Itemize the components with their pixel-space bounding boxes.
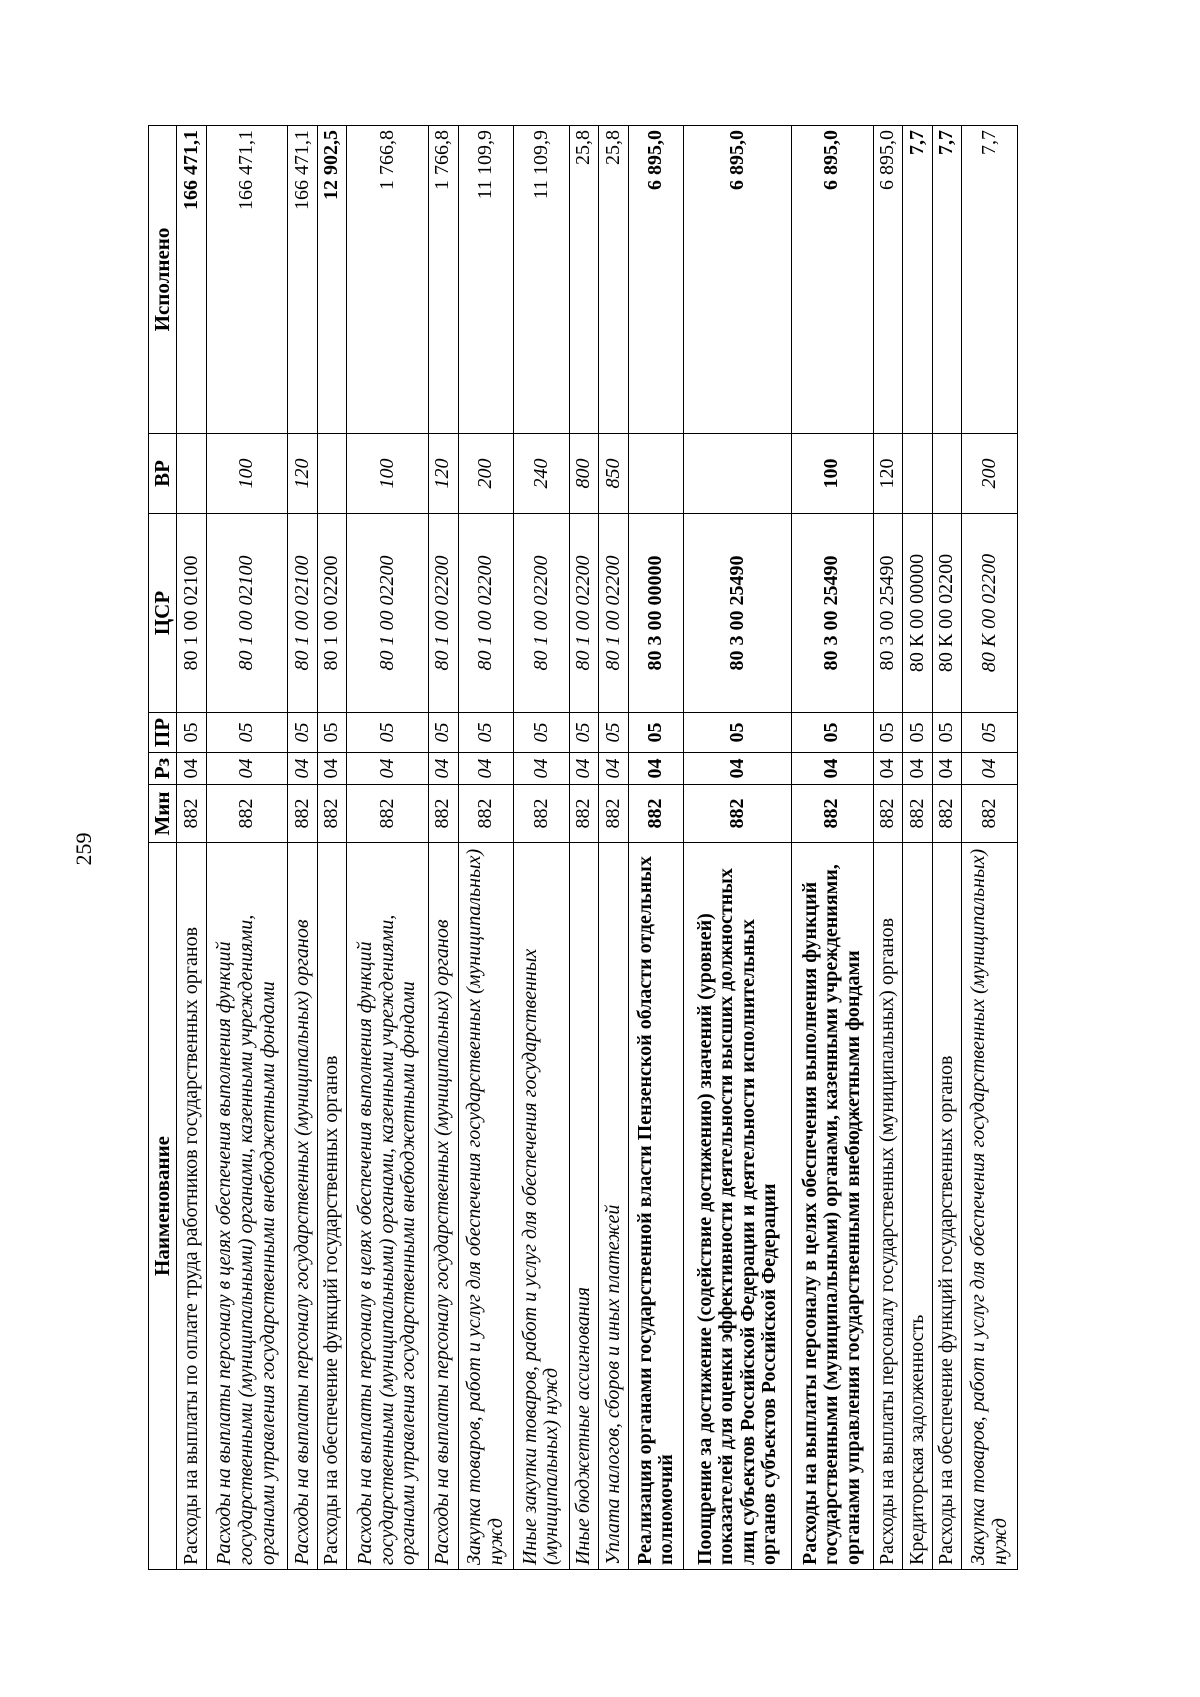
cell-min: 882 [628, 785, 684, 843]
cell-csr: 80 3 00 25490 [791, 514, 873, 713]
cell-name: Закупка товаров, работ и услуг для обеспечения государственных (муниципальных) нужд [962, 843, 1018, 1570]
cell-pr: 05 [458, 713, 514, 753]
cell-done: 11 109,9 [514, 126, 570, 434]
cell-done: 25,8 [599, 126, 629, 434]
cell-rz: 04 [932, 753, 962, 785]
cell-done: 166 471,1 [206, 126, 288, 434]
cell-csr: 80 1 00 02200 [317, 514, 347, 713]
cell-done: 7,7 [903, 126, 933, 434]
cell-min: 882 [177, 785, 207, 843]
cell-pr: 05 [932, 713, 962, 753]
cell-csr: 80 1 00 02100 [206, 514, 288, 713]
table-row [569, 126, 599, 1570]
cell-vr: 100 [206, 434, 288, 514]
table-row [791, 126, 873, 1570]
cell-vr: 100 [791, 434, 873, 514]
cell-done: 1 766,8 [347, 126, 429, 434]
cell-name: Уплата налогов, сборов и иных платежей [599, 843, 629, 1570]
table-row [873, 126, 903, 1570]
cell-done: 12 902,5 [317, 126, 347, 434]
cell-min: 882 [903, 785, 933, 843]
table-row [458, 126, 514, 1570]
cell-csr: 80 3 00 00000 [628, 514, 684, 713]
cell-min: 882 [458, 785, 514, 843]
header-min: Мин [149, 785, 177, 843]
header-csr: ЦСР [149, 514, 177, 713]
cell-pr: 05 [288, 713, 318, 753]
header-vr: ВР [149, 434, 177, 514]
cell-min: 882 [428, 785, 458, 843]
cell-csr: 80 1 00 02200 [458, 514, 514, 713]
cell-csr: 80 К 00 02200 [962, 514, 1018, 713]
cell-name: Расходы на обеспечение функций государственных органов [932, 843, 962, 1570]
cell-pr: 05 [206, 713, 288, 753]
cell-name: Иные бюджетные ассигнования [569, 843, 599, 1570]
cell-vr: 100 [347, 434, 429, 514]
header-done: Исполнено [149, 126, 177, 434]
cell-vr [903, 434, 933, 514]
cell-done: 6 895,0 [873, 126, 903, 434]
cell-rz: 04 [599, 753, 629, 785]
cell-csr: 80 3 00 25490 [684, 514, 792, 713]
table-row [347, 126, 429, 1570]
cell-name: Расходы на выплаты персоналу в целях обеспечения выполнения функций государственными (муниципальными) органами, казенными учреждениями, органами управления государственными внебюджетными фондами [347, 843, 429, 1570]
cell-pr: 05 [569, 713, 599, 753]
table-row [628, 126, 684, 1570]
table-row [288, 126, 318, 1570]
cell-csr: 80 1 00 02200 [347, 514, 429, 713]
cell-pr: 05 [428, 713, 458, 753]
cell-csr: 80 К 00 00000 [903, 514, 933, 713]
cell-min: 882 [684, 785, 792, 843]
cell-name: Расходы на выплаты персоналу в целях обеспечения выполнения функций государственными (муниципальными) органами, казенными учреждениями, органами управления государственными внебюджетными фондами [791, 843, 873, 1570]
cell-csr: 80 1 00 02200 [428, 514, 458, 713]
cell-done: 166 471,1 [288, 126, 318, 434]
cell-vr: 800 [569, 434, 599, 514]
cell-pr: 05 [599, 713, 629, 753]
cell-min: 882 [317, 785, 347, 843]
cell-rz: 04 [206, 753, 288, 785]
cell-done: 25,8 [569, 126, 599, 434]
cell-vr: 120 [288, 434, 318, 514]
cell-rz: 04 [628, 753, 684, 785]
page-number: 259 [71, 832, 96, 866]
table-row [317, 126, 347, 1570]
cell-name: Закупка товаров, работ и услуг для обеспечения государственных (муниципальных) нужд [458, 843, 514, 1570]
cell-min: 882 [599, 785, 629, 843]
cell-vr [932, 434, 962, 514]
cell-min: 882 [791, 785, 873, 843]
cell-rz: 04 [288, 753, 318, 785]
table-row [514, 126, 570, 1570]
table-row [932, 126, 962, 1570]
budget-table-rotated [148, 126, 1018, 1570]
cell-vr [684, 434, 792, 514]
cell-done: 6 895,0 [791, 126, 873, 434]
cell-pr: 05 [317, 713, 347, 753]
cell-rz: 04 [458, 753, 514, 785]
cell-vr: 200 [962, 434, 1018, 514]
cell-rz: 04 [903, 753, 933, 785]
cell-rz: 04 [347, 753, 429, 785]
table-row [903, 126, 933, 1570]
cell-vr: 200 [458, 434, 514, 514]
cell-vr [177, 434, 207, 514]
cell-rz: 04 [514, 753, 570, 785]
cell-vr [628, 434, 684, 514]
cell-pr: 05 [903, 713, 933, 753]
cell-csr: 80 1 00 02100 [177, 514, 207, 713]
table-row [177, 126, 207, 1570]
cell-pr: 05 [177, 713, 207, 753]
cell-pr: 05 [873, 713, 903, 753]
table-header-row [149, 126, 177, 1570]
cell-rz: 04 [962, 753, 1018, 785]
cell-pr: 05 [628, 713, 684, 753]
cell-name: Реализация органами государственной власти Пензенской области отдельных полномочий [628, 843, 684, 1570]
cell-rz: 04 [873, 753, 903, 785]
cell-done: 166 471,1 [177, 126, 207, 434]
cell-rz: 04 [791, 753, 873, 785]
cell-pr: 05 [347, 713, 429, 753]
table-row [684, 126, 792, 1570]
cell-name: Кредиторская задолженность [903, 843, 933, 1570]
cell-pr: 05 [684, 713, 792, 753]
cell-csr: 80 1 00 02200 [569, 514, 599, 713]
cell-min: 882 [288, 785, 318, 843]
table-row [962, 126, 1018, 1570]
cell-csr: 80 1 00 02200 [514, 514, 570, 713]
budget-table [148, 125, 1018, 1570]
cell-csr: 80 1 00 02100 [288, 514, 318, 713]
cell-pr: 05 [514, 713, 570, 753]
cell-name: Расходы на выплаты персоналу государственных (муниципальных) органов [428, 843, 458, 1570]
header-rz: Рз [149, 753, 177, 785]
cell-name: Поощрение за достижение (содействие достижению) значений (уровней) показателей для оценки эффективности деятельности высших должностных лиц субъектов Российской Федерации и деятельности исполнительных органов субъектов Российской Федерации [684, 843, 792, 1570]
cell-pr: 05 [791, 713, 873, 753]
cell-csr: 80 К 00 02200 [932, 514, 962, 713]
cell-vr: 240 [514, 434, 570, 514]
cell-min: 882 [514, 785, 570, 843]
cell-vr [317, 434, 347, 514]
cell-min: 882 [873, 785, 903, 843]
cell-vr: 120 [873, 434, 903, 514]
header-name: Наименование [149, 843, 177, 1570]
header-pr: ПР [149, 713, 177, 753]
cell-done: 7,7 [962, 126, 1018, 434]
cell-name: Расходы на выплаты по оплате труда работников государственных органов [177, 843, 207, 1570]
cell-min: 882 [932, 785, 962, 843]
cell-name: Иные закупки товаров, работ и услуг для обеспечения государственных (муниципальных) нужд [514, 843, 570, 1570]
cell-done: 7,7 [932, 126, 962, 434]
cell-min: 882 [206, 785, 288, 843]
cell-vr: 850 [599, 434, 629, 514]
table-row [206, 126, 288, 1570]
cell-pr: 05 [962, 713, 1018, 753]
cell-rz: 04 [177, 753, 207, 785]
cell-csr: 80 1 00 02200 [599, 514, 629, 713]
cell-min: 882 [569, 785, 599, 843]
cell-name: Расходы на обеспечение функций государственных органов [317, 843, 347, 1570]
table-row [428, 126, 458, 1570]
cell-done: 6 895,0 [684, 126, 792, 434]
table-row [599, 126, 629, 1570]
cell-name: Расходы на выплаты персоналу в целях обеспечения выполнения функций государственными (муниципальными) органами, казенными учреждениями, органами управления государственными внебюджетными фондами [206, 843, 288, 1570]
cell-done: 6 895,0 [628, 126, 684, 434]
cell-done: 1 766,8 [428, 126, 458, 434]
cell-vr: 120 [428, 434, 458, 514]
cell-csr: 80 3 00 25490 [873, 514, 903, 713]
cell-name: Расходы на выплаты персоналу государственных (муниципальных) органов [873, 843, 903, 1570]
cell-min: 882 [962, 785, 1018, 843]
cell-rz: 04 [684, 753, 792, 785]
cell-name: Расходы на выплаты персоналу государственных (муниципальных) органов [288, 843, 318, 1570]
cell-min: 882 [347, 785, 429, 843]
cell-done: 11 109,9 [458, 126, 514, 434]
cell-rz: 04 [317, 753, 347, 785]
cell-rz: 04 [569, 753, 599, 785]
cell-rz: 04 [428, 753, 458, 785]
